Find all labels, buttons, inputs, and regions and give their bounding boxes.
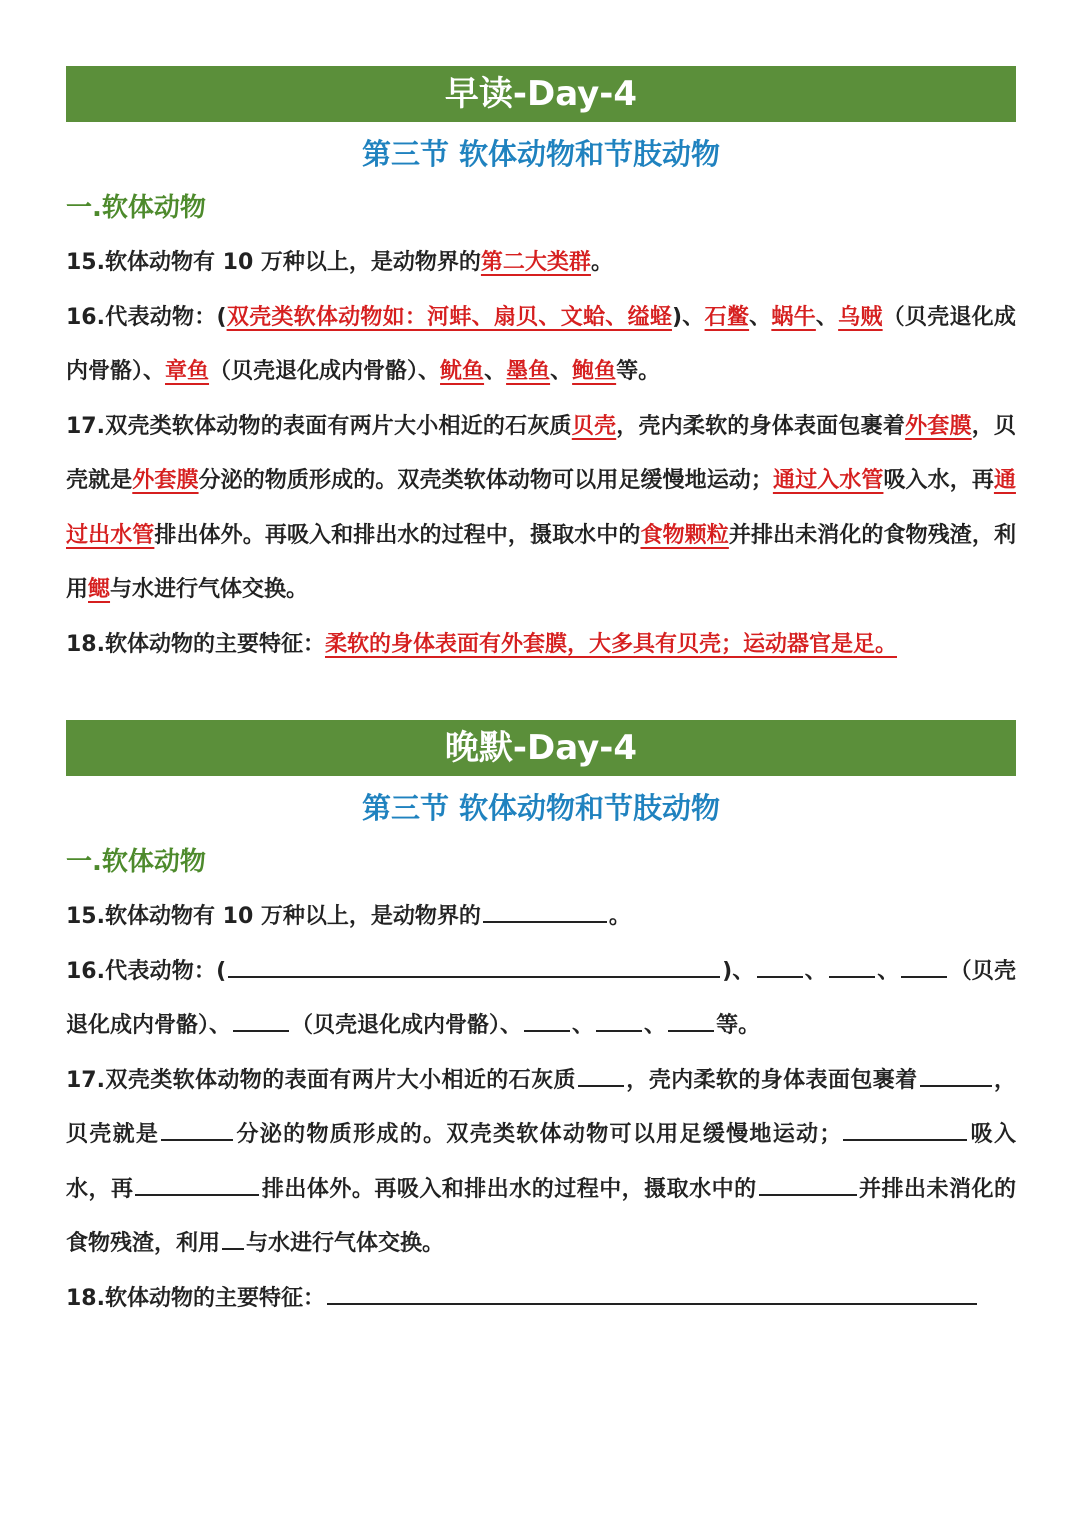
text: 16.代表动物：( [66, 958, 227, 984]
answer: 墨鱼 [506, 359, 551, 384]
text: 等。 [716, 1013, 761, 1038]
text: 。 [608, 904, 631, 929]
text: 排出体外。再吸入和排出水的过程中，摄取水中的 [154, 522, 641, 548]
answer: 第二大类群 [480, 250, 591, 275]
text: （贝壳退化成内骨骼）、 [66, 958, 1016, 1038]
answer: 双壳类软体动物如：河蚌、扇贝、文蛤、缢蛏 [226, 304, 672, 330]
answer-blank[interactable] [161, 1119, 233, 1141]
text: 、 [644, 1013, 667, 1038]
text: 与水进行气体交换。 [110, 577, 309, 602]
text: （贝壳退化成内骨骼）、 [291, 1013, 523, 1038]
answer-blank[interactable] [668, 1010, 714, 1032]
text: 、 [877, 958, 900, 984]
answer-blank[interactable] [920, 1065, 992, 1087]
evening-banner: 晚默-Day-4 [66, 720, 1016, 776]
text: 、 [484, 359, 507, 384]
answer-blank[interactable] [135, 1174, 259, 1196]
answer: 食物颗粒 [640, 522, 729, 548]
text: 分泌的物质形成的。双壳类软体动物可以用足缓慢地运动； [198, 468, 773, 493]
evening-item-16 [66, 945, 1016, 1054]
text: 、 [749, 304, 772, 330]
text: 并排出未消化的食物残渣，利用 [66, 522, 1016, 602]
text: 15.软体动物有 10 万种以上，是动物界的 [66, 250, 481, 275]
text: 17.双壳类软体动物的表面有两片大小相近的石灰质 [66, 1067, 576, 1093]
answer: 通过出水管 [66, 468, 1016, 548]
morning-item-17 [66, 400, 1016, 618]
text: 、 [572, 1013, 595, 1038]
answer: 石鳖 [704, 304, 750, 330]
morning-subtitle: 第三节 软体动物和节肢动物 [361, 137, 721, 171]
evening-heading: 一.软体动物 [66, 847, 206, 877]
text: ，贝壳就是 [66, 1067, 1016, 1147]
answer-blank[interactable] [483, 901, 607, 923]
text: 15.软体动物有 10 万种以上，是动物界的 [66, 904, 481, 929]
evening-item-15 [66, 890, 1016, 945]
text: 18.软体动物的主要特征： [66, 631, 325, 657]
answer: 贝壳 [571, 413, 617, 439]
text: 18.软体动物的主要特征： [66, 1285, 325, 1311]
answer-blank[interactable] [524, 1010, 570, 1032]
text: 16.代表动物：( [66, 304, 227, 330]
text: 17.双壳类软体动物的表面有两片大小相近的石灰质 [66, 413, 572, 439]
answer-blank[interactable] [901, 956, 947, 978]
text: )、 [671, 304, 705, 330]
answer: 柔软的身体表面有外套膜，大多具有贝壳；运动器官是足。 [324, 631, 897, 657]
answer-blank[interactable] [596, 1010, 642, 1032]
morning-section [66, 66, 1016, 672]
answer: 外套膜 [132, 468, 199, 493]
answer: 蜗牛 [771, 304, 816, 330]
answer-blank[interactable] [327, 1283, 977, 1305]
answer-blank[interactable] [233, 1010, 289, 1032]
answer-blank[interactable] [843, 1119, 967, 1141]
text: ，壳内柔软的身体表面包裹着 [625, 1067, 918, 1093]
text: （贝壳退化成内骨骼）、 [66, 304, 1016, 384]
text: 吸入水，再 [883, 468, 994, 493]
text: 排出体外。再吸入和排出水的过程中，摄取水中的 [261, 1176, 757, 1202]
answer-blank[interactable] [759, 1174, 857, 1196]
morning-heading: 一.软体动物 [66, 193, 206, 223]
text: 、 [804, 958, 827, 984]
text: ，贝壳就是 [66, 413, 1016, 493]
text: ，壳内柔软的身体表面包裹着 [616, 413, 906, 439]
text: 、 [550, 359, 573, 384]
morning-item-18 [66, 618, 1016, 673]
answer: 乌贼 [838, 304, 883, 330]
text: 吸入水，再 [66, 1122, 1016, 1202]
morning-item-15 [66, 236, 1016, 291]
answer: 鱿鱼 [440, 359, 485, 384]
evening-section [66, 720, 1016, 1326]
text: 等。 [616, 359, 661, 384]
evening-item-17 [66, 1054, 1016, 1272]
answer: 鲍鱼 [572, 359, 617, 384]
answer: 外套膜 [905, 413, 972, 439]
text: 与水进行气体交换。 [246, 1231, 445, 1256]
text: 、 [815, 304, 839, 330]
text: )、 [722, 958, 755, 984]
text: 。 [590, 250, 613, 275]
text: （贝壳退化成内骨骼）、 [209, 359, 441, 384]
evening-item-18 [66, 1272, 1016, 1327]
answer-blank[interactable] [228, 956, 720, 978]
morning-banner: 早读-Day-4 [66, 66, 1016, 122]
morning-item-16 [66, 291, 1016, 400]
answer-blank[interactable] [829, 956, 875, 978]
answer-blank[interactable] [757, 956, 803, 978]
text: 分泌的物质形成的。双壳类软体动物可以用足缓慢地运动； [235, 1122, 842, 1147]
answer-blank[interactable] [222, 1228, 244, 1250]
evening-subtitle: 第三节 软体动物和节肢动物 [361, 791, 721, 825]
answer: 通过入水管 [772, 468, 884, 493]
answer: 鳃 [88, 577, 111, 602]
answer: 章鱼 [165, 359, 210, 384]
text: 并排出未消化的食物残渣，利用 [66, 1176, 1016, 1256]
answer-blank[interactable] [578, 1065, 624, 1087]
